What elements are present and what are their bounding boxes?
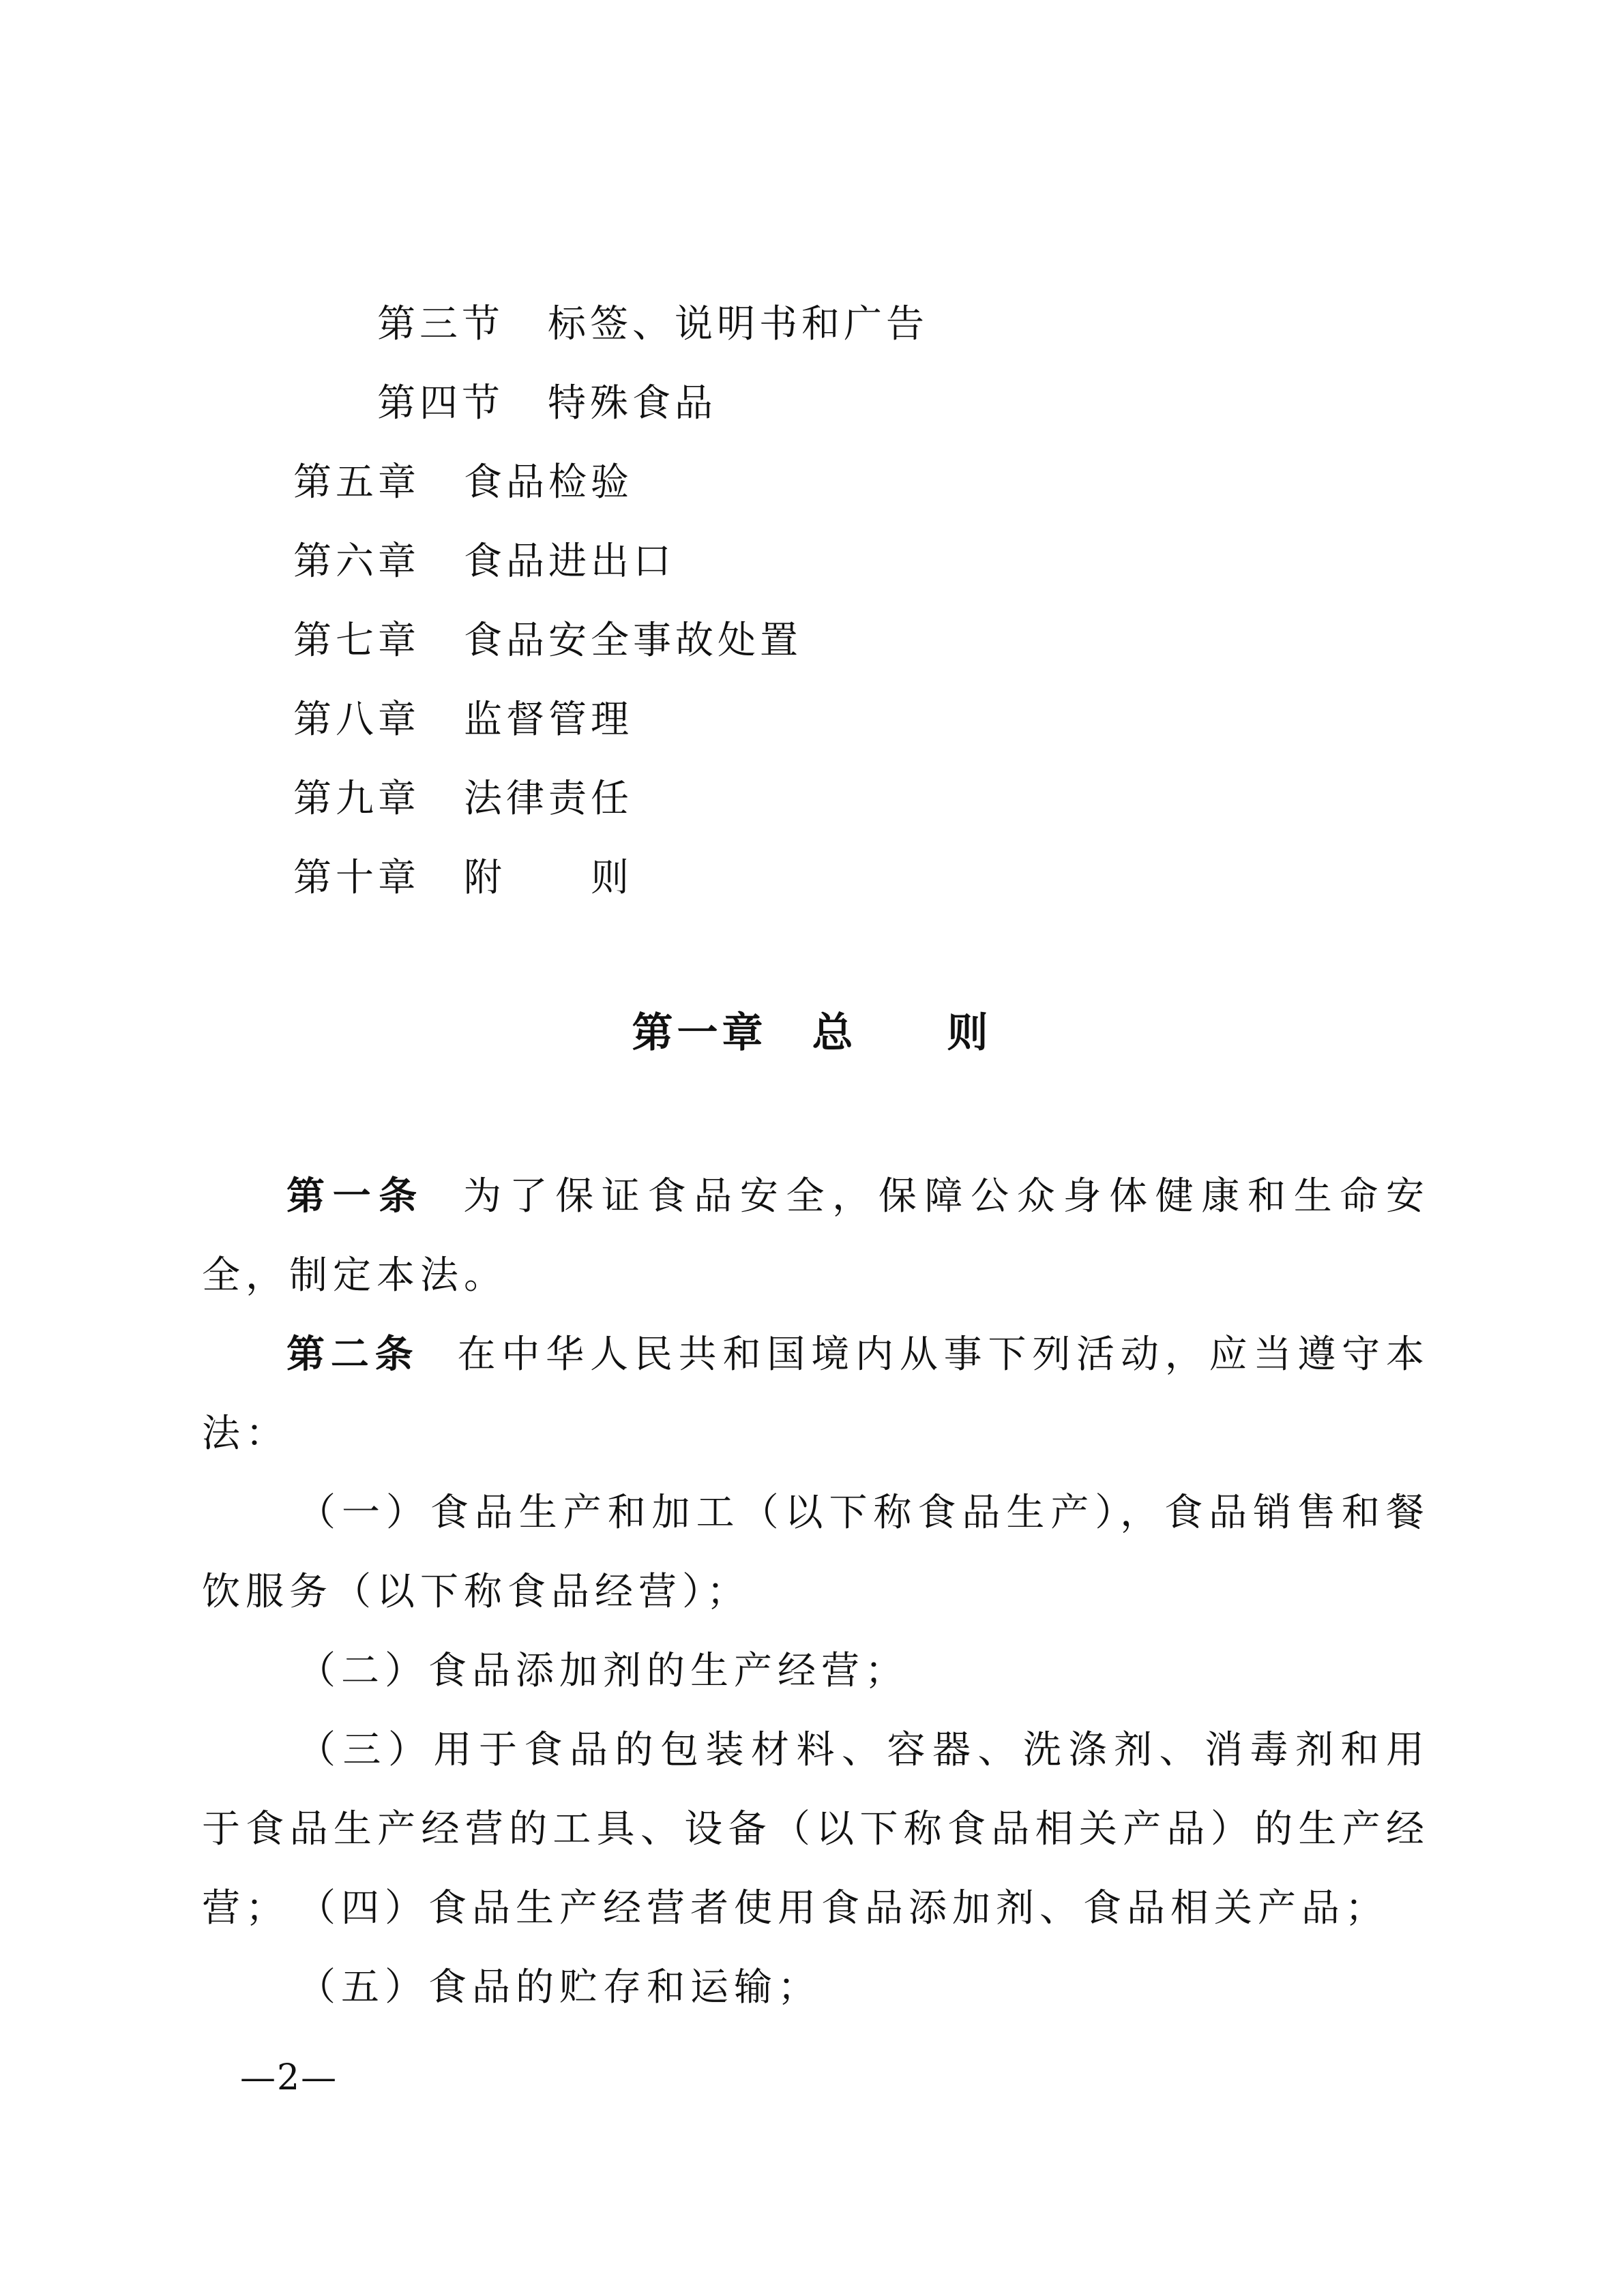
toc-chapter-title: 附 则 — [464, 856, 633, 900]
toc-chapter-number: 第五章 — [293, 460, 420, 505]
article-label: 第一条 — [286, 1174, 425, 1219]
list-item: （一）食品生产和加工（以下称食品生产），食品销售和餐饮服务（以下称食品经营）； — [202, 1491, 1430, 1614]
toc-chapter-title: 食品进出口 — [464, 539, 675, 584]
list-item: （四）食品生产经营者使用食品添加剂、食品相关产品； — [297, 1886, 1389, 1930]
toc-chapter-10 — [293, 854, 633, 903]
toc-chapter-title: 食品检验 — [464, 460, 633, 505]
list-item: （五）食品的贮存和运输； — [297, 1965, 821, 2010]
toc-chapter-number: 第六章 — [293, 539, 420, 584]
toc-section-3 — [377, 300, 928, 349]
toc-chapter-title: 监督管理 — [464, 698, 633, 742]
toc-chapter-6 — [293, 537, 675, 586]
chapter-heading: 第一章 总 则 — [632, 1009, 992, 1057]
toc-chapter-8 — [293, 696, 633, 745]
page-number: —2— — [240, 2057, 338, 2098]
toc-chapter-title: 法律责任 — [464, 777, 633, 821]
toc-chapter-title: 食品安全事故处置 — [464, 618, 802, 663]
article-text: 在中华人民共和国境内从事下列活动，应当遵守本法： — [202, 1332, 1430, 1456]
toc-chapter-number: 第九章 — [293, 777, 420, 821]
toc-section-title: 特殊食品 — [548, 381, 717, 426]
article-text: 为了保证食品安全，保障公众身体健康和生命安全，制定本法。 — [202, 1174, 1430, 1298]
article-1 — [202, 1157, 1430, 1315]
toc-chapter-number: 第七章 — [293, 618, 420, 663]
toc-chapter-7 — [293, 616, 802, 666]
toc-chapter-9 — [293, 775, 633, 824]
toc-section-number: 第三节 — [377, 302, 504, 346]
article-label: 第二条 — [286, 1332, 419, 1377]
list-item: （三）用于食品的包装材料、容器、洗涤剂、消毒剂和用于食品生产经营的工具、设备（以下称食品相关产品）的生产经营； — [202, 1728, 1430, 1930]
toc-section-title: 标签、说明书和广告 — [548, 302, 928, 346]
toc-chapter-number: 第十章 — [293, 856, 420, 900]
toc-section-number: 第四节 — [377, 381, 504, 426]
toc-chapter-number: 第八章 — [293, 698, 420, 742]
article-2 — [202, 1315, 1430, 1474]
list-item: （二）食品添加剂的生产经营； — [297, 1649, 909, 1693]
toc-section-4 — [377, 379, 717, 428]
toc-chapter-5 — [293, 458, 633, 507]
